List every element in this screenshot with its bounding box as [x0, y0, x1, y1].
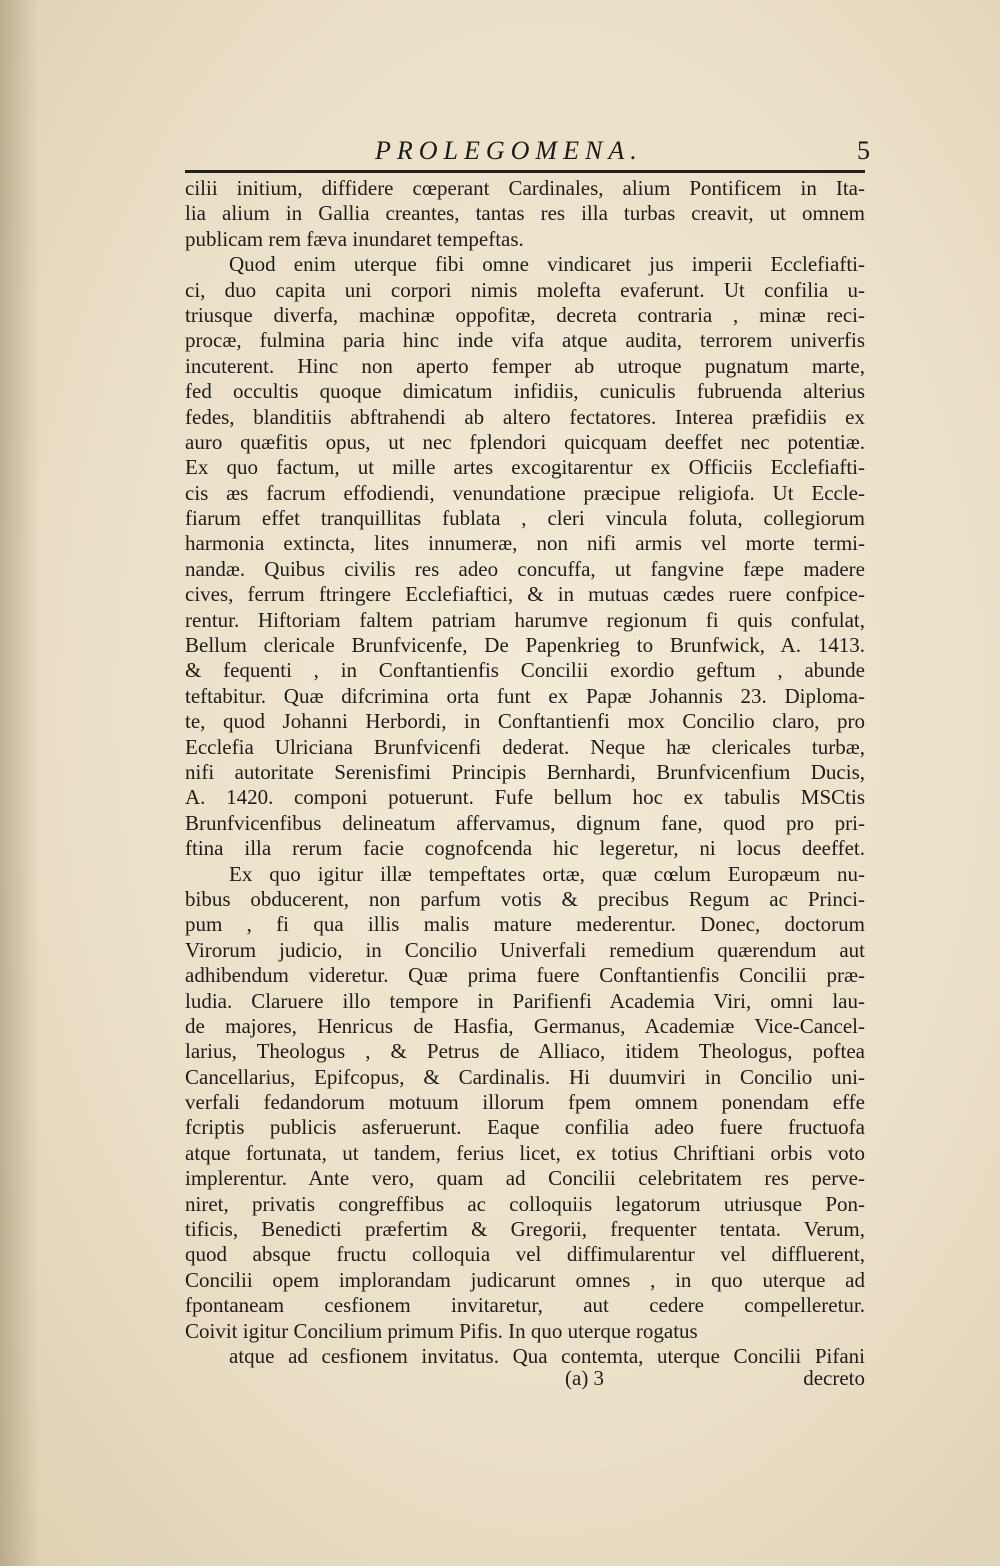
text-line: & fequenti , in Conftantienfis Concilii exordio geftum , abunde — [185, 658, 865, 683]
text-line: fpontaneam cesfionem invitaretur, aut cedere compelleretur. — [185, 1293, 865, 1318]
text-line: niret, privatis congreffibus ac colloquiis legatorum utriusque Pon- — [185, 1191, 865, 1216]
text-line: Virorum judicio, in Concilio Univerfali remedium quærendum aut — [185, 937, 865, 962]
text-line: implerentur. Ante vero, quam ad Concilii celebritatem res perve- — [185, 1166, 865, 1191]
text-line: Ex quo factum, ut mille artes excogitarentur ex Officiis Ecclefiafti- — [185, 455, 865, 480]
text-line: rentur. Hiftoriam faltem patriam harumve regionum fi quis confulat, — [185, 607, 865, 632]
text-line: incuterent. Hinc non aperto femper ab utroque pugnatum marte, — [185, 353, 865, 378]
text-line: larius, Theologus , & Petrus de Alliaco, itidem Theologus, poftea — [185, 1039, 865, 1064]
text-line: te, quod Johanni Herbordi, in Conftantienfi mox Concilio claro, pro — [185, 709, 865, 734]
catchword: decreto — [803, 1366, 865, 1390]
text-line: quod absque fructu colloquia vel diffimularentur vel diffluerent, — [185, 1242, 865, 1267]
text-line: pum , fi qua illis malis mature mederentur. Donec, doctorum — [185, 912, 865, 937]
text-line: lia alium in Gallia creantes, tantas res illa turbas creavit, ut omnem — [185, 201, 865, 226]
text-line: fcriptis publicis asferuerunt. Eaque confilia adeo fuere fructuofa — [185, 1115, 865, 1140]
signature-mark: (a) 3 — [565, 1366, 605, 1390]
text-line: atque fortunata, ut tandem, ferius licet, ex totius Chriftiani orbis voto — [185, 1140, 865, 1165]
page-number: 5 — [857, 136, 870, 165]
running-head: PROLEGOMENA. — [375, 136, 643, 165]
text-line: verfali fedandorum motuum illorum fpem omnem ponendam effe — [185, 1090, 865, 1115]
text-line: Coivit igitur Concilium primum Pifis. In quo uterque rogatus — [185, 1318, 698, 1343]
text-line: publicam rem fæva inundaret tempeftas. — [185, 226, 524, 251]
text-line: Ex quo igitur illæ tempeftates ortæ, quæ cœlum Europæum nu- — [229, 861, 865, 886]
text-line: harmonia extincta, lites innumeræ, non nifi armis vel morte termi- — [185, 531, 865, 556]
text-line: cis æs facrum effodiendi, venundatione præcipue religiofa. Ut Eccle- — [185, 480, 865, 505]
page-footer — [185, 1366, 865, 1396]
text-line: nandæ. Quibus civilis res adeo concuffa, ut fangvine fæpe madere — [185, 556, 865, 581]
text-line: fiarum effet tranquillitas fublata , cleri vincula foluta, collegiorum — [185, 506, 865, 531]
text-line: ludia. Claruere illo tempore in Parifienfi Academia Viri, omni lau- — [185, 988, 865, 1013]
text-line: fed occultis quoque dimicatum infidiis, cuniculis fubruenda alterius — [185, 379, 865, 404]
text-line: tificis, Benedicti præfertim & Gregorii, frequenter tentata. Verum, — [185, 1217, 865, 1242]
gutter-shadow — [0, 0, 40, 1566]
body-text — [185, 176, 865, 1369]
text-line: bibus obducerent, non parfum votis & precibus Regum ac Princi- — [185, 886, 865, 911]
text-line: ftina illa rerum facie cognofcenda hic legeretur, ni locus deeffet. — [185, 836, 865, 861]
text-line: triusque diverfa, machinæ oppofitæ, decreta contraria , minæ reci- — [185, 302, 865, 327]
text-line: procæ, fulmina paria hinc inde vifa atque audita, terrorem univerfis — [185, 328, 865, 353]
text-line: cives, ferrum ftringere Ecclefiaftici, & in mutuas cædes ruere confpice- — [185, 582, 865, 607]
text-line: cilii initium, diffidere cœperant Cardinales, alium Pontificem in Ita- — [185, 176, 865, 200]
text-line: adhibendum videretur. Quæ prima fuere Conftantienfis Concilii præ- — [185, 963, 865, 988]
text-line: fedes, blanditiis abftrahendi ab altero fectatores. Interea præfidiis ex — [185, 404, 865, 429]
text-line: Bellum clericale Brunfvicenfe, De Papenkrieg to Brunfwick, A. 1413. — [185, 633, 865, 658]
header-rule — [185, 170, 865, 173]
text-line: A. 1420. componi potuerunt. Fufe bellum hoc ex tabulis MSCtis — [185, 785, 865, 810]
text-line: de majores, Henricus de Hasfia, Germanus, Academiæ Vice-Cancel- — [185, 1013, 865, 1038]
text-line: ci, duo capita uni corpori nimis molefta evaferunt. Ut confilia u- — [185, 277, 865, 302]
text-line: Quod enim uterque fibi omne vindicaret jus imperii Ecclefiafti- — [229, 252, 865, 277]
text-line: atque ad cesfionem invitatus. Qua contemta, uterque Concilii Pifani — [229, 1343, 865, 1368]
text-line: teftabitur. Quæ difcrimina orta funt ex Papæ Johannis 23. Diploma- — [185, 683, 865, 708]
text-line: nifi autoritate Serenisfimi Principis Bernhardi, Brunfvicenfium Ducis, — [185, 759, 865, 784]
text-line: Brunfvicenfibus delineatum affervamus, dignum fane, quod pro pri- — [185, 810, 865, 835]
text-line: Concilii opem implorandam judicarunt omnes , in quo uterque ad — [185, 1267, 865, 1292]
text-line: Cancellarius, Epifcopus, & Cardinalis. Hi duumviri in Concilio uni- — [185, 1064, 865, 1089]
text-line: Ecclefia Ulriciana Brunfvicenfi dederat. Neque hæ clericales turbæ, — [185, 734, 865, 759]
text-line: auro quæfitis opus, ut nec fplendori quicquam deeffet nec potentiæ. — [185, 429, 865, 454]
page-header — [180, 136, 870, 170]
